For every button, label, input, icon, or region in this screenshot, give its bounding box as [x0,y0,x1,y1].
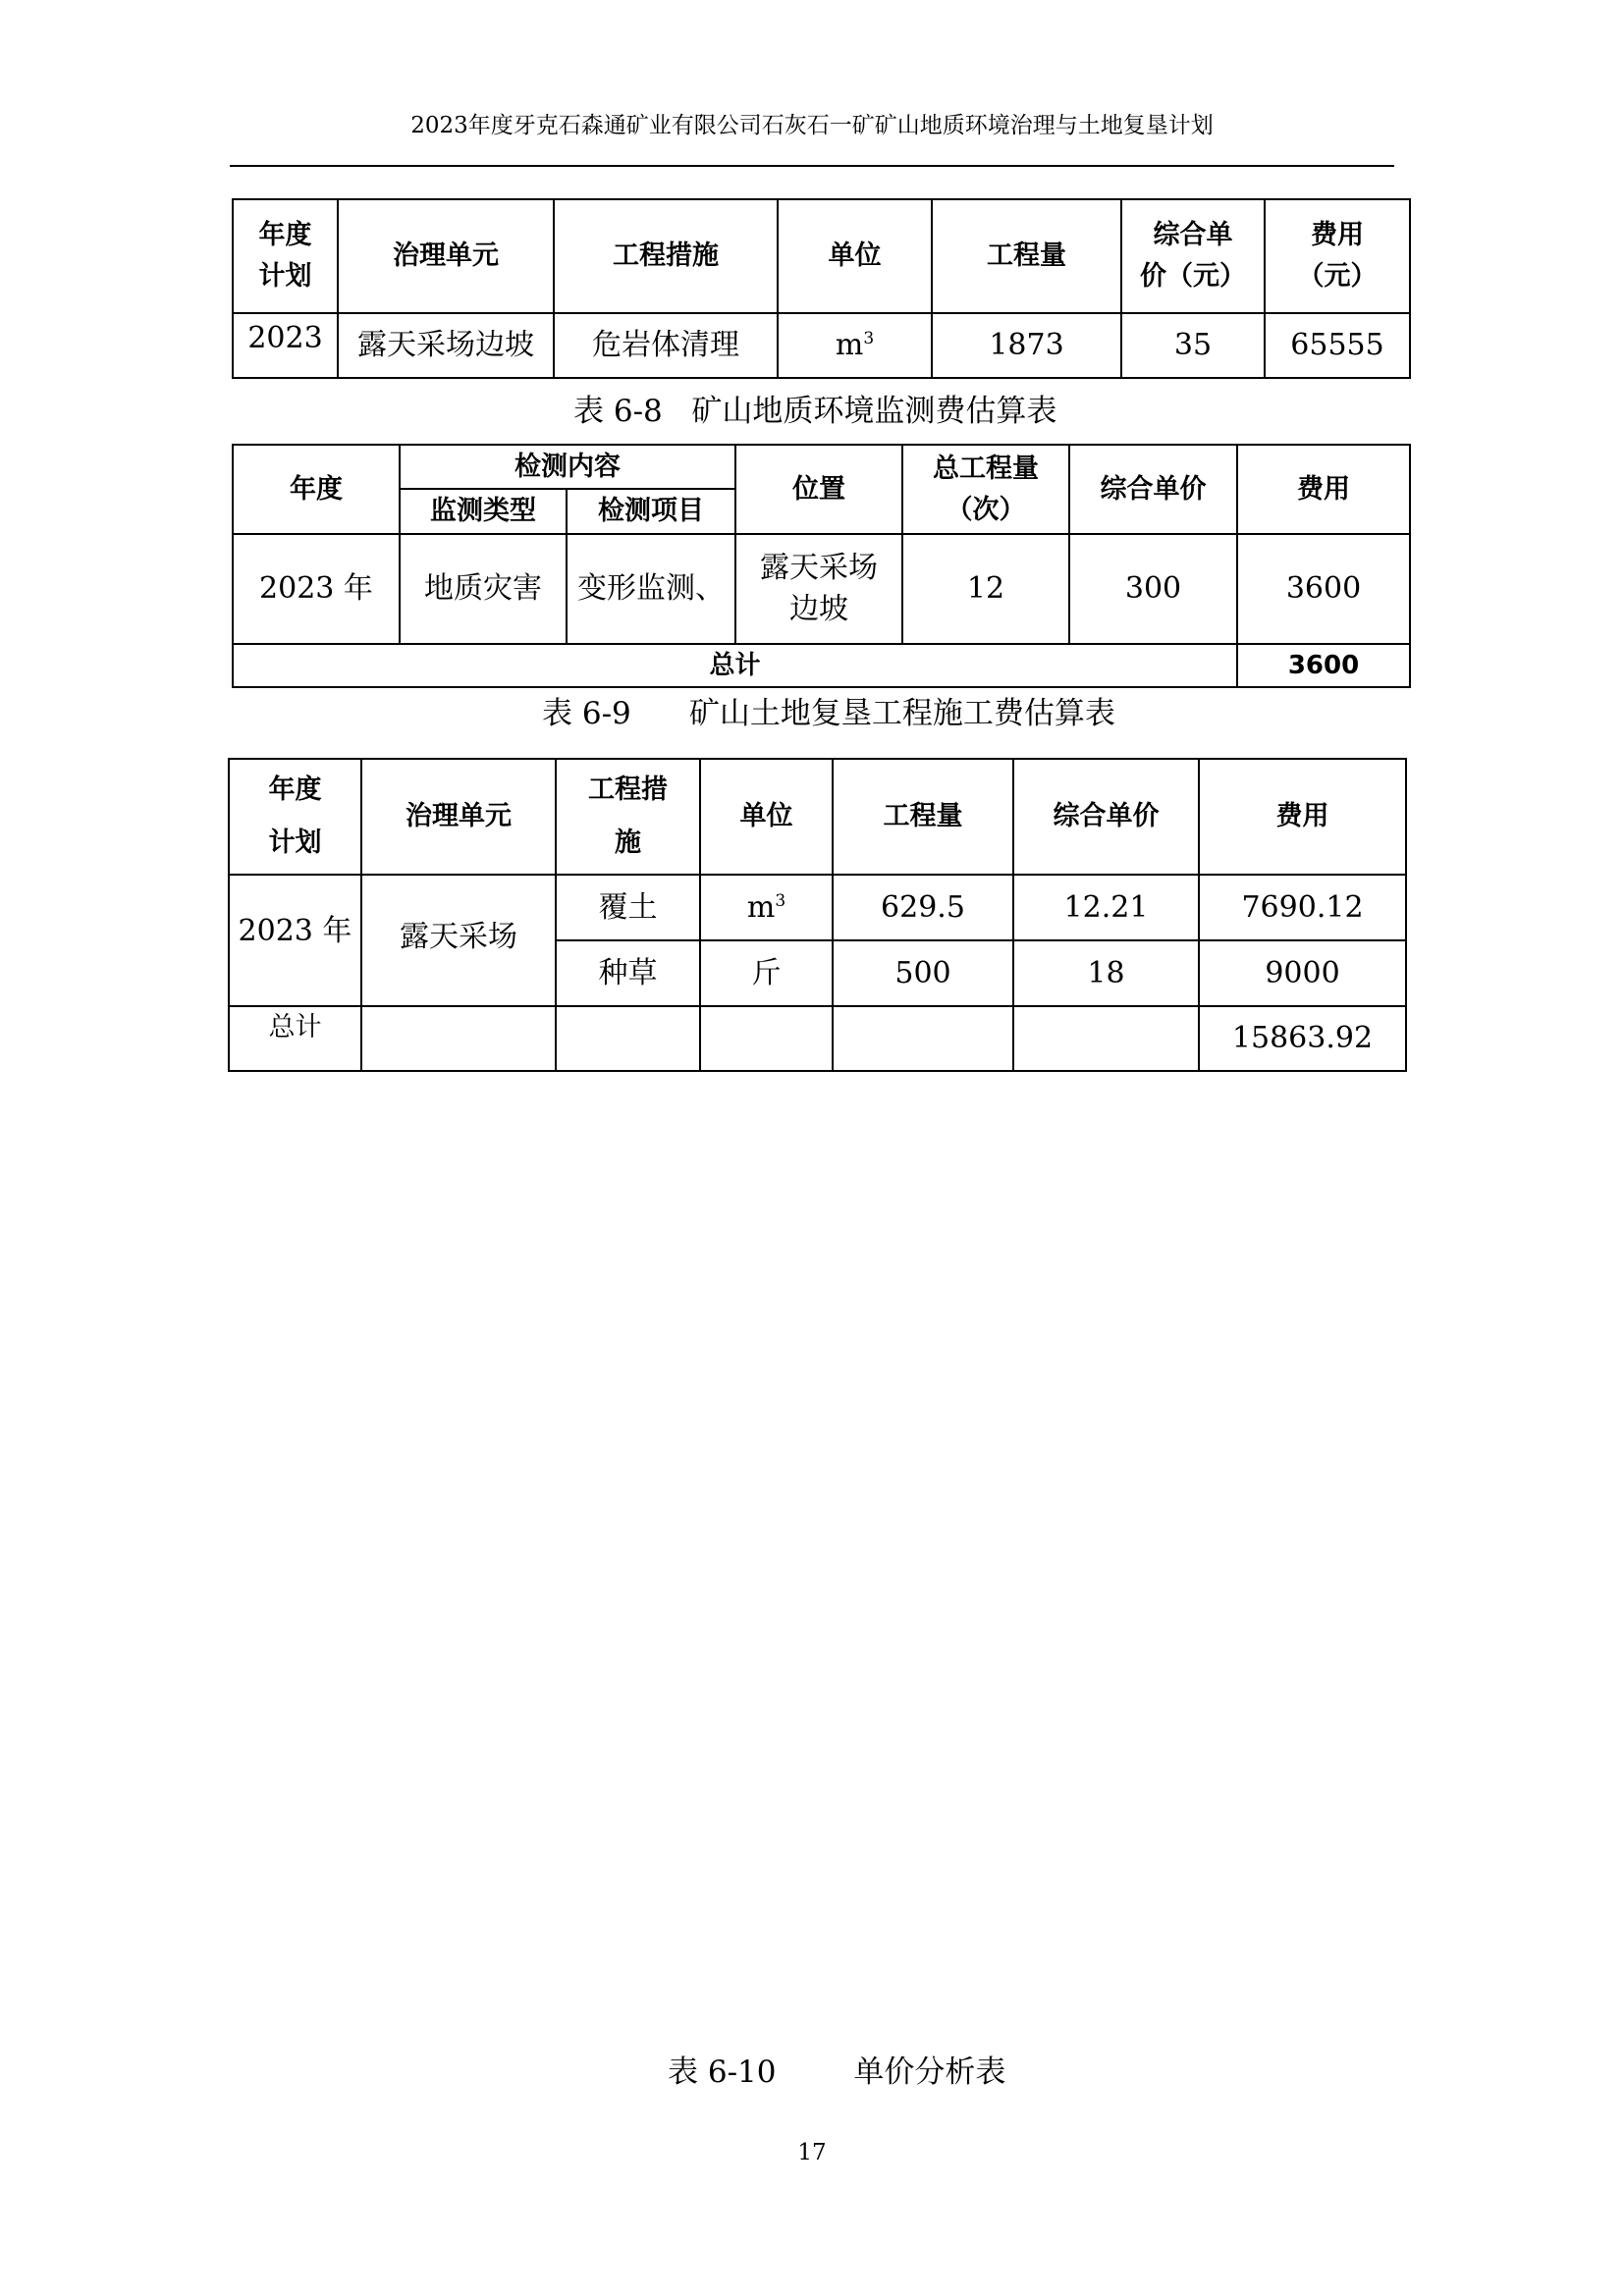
cell-quantity: 12 [902,534,1069,644]
cell-unit-price: 18 [1013,940,1199,1006]
cell-unit: $m^3$ [700,875,833,940]
total-value: 3600 [1237,644,1410,687]
header-quantity: 工程量 [932,199,1121,313]
total-row [233,644,1410,687]
cell-quantity: 1873 [932,313,1121,378]
header-rule [230,165,1394,167]
cell-treatment-unit: 露天采场边坡 [338,313,554,378]
header-year-plan: 年度 计划 [233,199,338,313]
cell-year: 2023 年 [229,875,361,1006]
header-unit-price: 综合单价 [1069,445,1237,534]
table-caption-6-10: 表 6-10 单价分析表 [668,2055,1006,2090]
header-monitoring-type: 监测类型 [400,489,567,534]
table-caption-6-8: 表 6-8 矿山地质环境监测费估算表 [573,394,1057,429]
land-reclamation-cost-table [228,758,1407,1072]
cell-cost: 7690.12 [1199,875,1406,940]
header-quantity: 工程量 [833,759,1013,875]
header-year-plan: 年度 计划 [229,759,361,875]
header-detection-item: 检测项目 [567,489,735,534]
total-label: 总计 [229,1006,361,1071]
empty-cell [361,1006,556,1071]
header-unit: 单位 [700,759,833,875]
cell-unit-price: 12.21 [1013,875,1199,940]
cell-position: 露天采场 边坡 [735,534,902,644]
empty-cell [700,1006,833,1071]
cell-unit-price: 300 [1069,534,1237,644]
cell-cost: 9000 [1199,940,1406,1006]
running-header: 2023年度牙克石森通矿业有限公司石灰石一矿矿山地质环境治理与土地复垦计划 [410,113,1214,138]
header-cost: 费用 [1237,445,1410,534]
empty-cell [833,1006,1013,1071]
empty-cell [556,1006,700,1071]
cell-cost: 3600 [1237,534,1410,644]
cell-detection-item: 变形监测、 [567,534,735,644]
cell-measure: 危岩体清理 [554,313,778,378]
header-unit: 单位 [778,199,932,313]
header-year: 年度 [233,445,400,534]
header-cost: 费用 （元） [1265,199,1410,313]
header-treatment-unit: 治理单元 [338,199,554,313]
header-unit-price: 综合单 价（元） [1121,199,1265,313]
cell-year: 2023 年 [233,534,400,644]
total-label: 总计 [233,644,1237,687]
header-measure: 工程措 施 [556,759,700,875]
table-row [233,534,1410,644]
cell-unit-price: 35 [1121,313,1265,378]
cell-year: 2023 [233,313,338,378]
hazard-removal-cost-table [232,198,1411,379]
cell-unit: 斤 [700,940,833,1006]
table-row [233,313,1410,378]
header-treatment-unit: 治理单元 [361,759,556,875]
header-measure: 工程措施 [554,199,778,313]
monitoring-cost-table [232,444,1411,688]
cell-measure: 覆土 [556,875,700,940]
header-total-quantity: 总工程量 （次） [902,445,1069,534]
cell-quantity: 629.5 [833,875,1013,940]
cell-monitoring-type: 地质灾害 [400,534,567,644]
empty-cell [1013,1006,1199,1071]
total-row [229,1006,1406,1071]
header-detection-content: 检测内容 [400,445,735,489]
cell-treatment-unit: 露天采场 [361,875,556,1006]
cell-measure: 种草 [556,940,700,1006]
cell-unit: $m^3$ [778,313,932,378]
header-position: 位置 [735,445,902,534]
header-cost: 费用 [1199,759,1406,875]
cell-cost: 65555 [1265,313,1410,378]
total-value: 15863.92 [1199,1006,1406,1071]
cell-quantity: 500 [833,940,1013,1006]
table-caption-6-9: 表 6-9 矿山土地复垦工程施工费估算表 [542,696,1115,731]
table-row [229,875,1406,940]
header-unit-price: 综合单价 [1013,759,1199,875]
page-number: 17 [797,2140,827,2165]
